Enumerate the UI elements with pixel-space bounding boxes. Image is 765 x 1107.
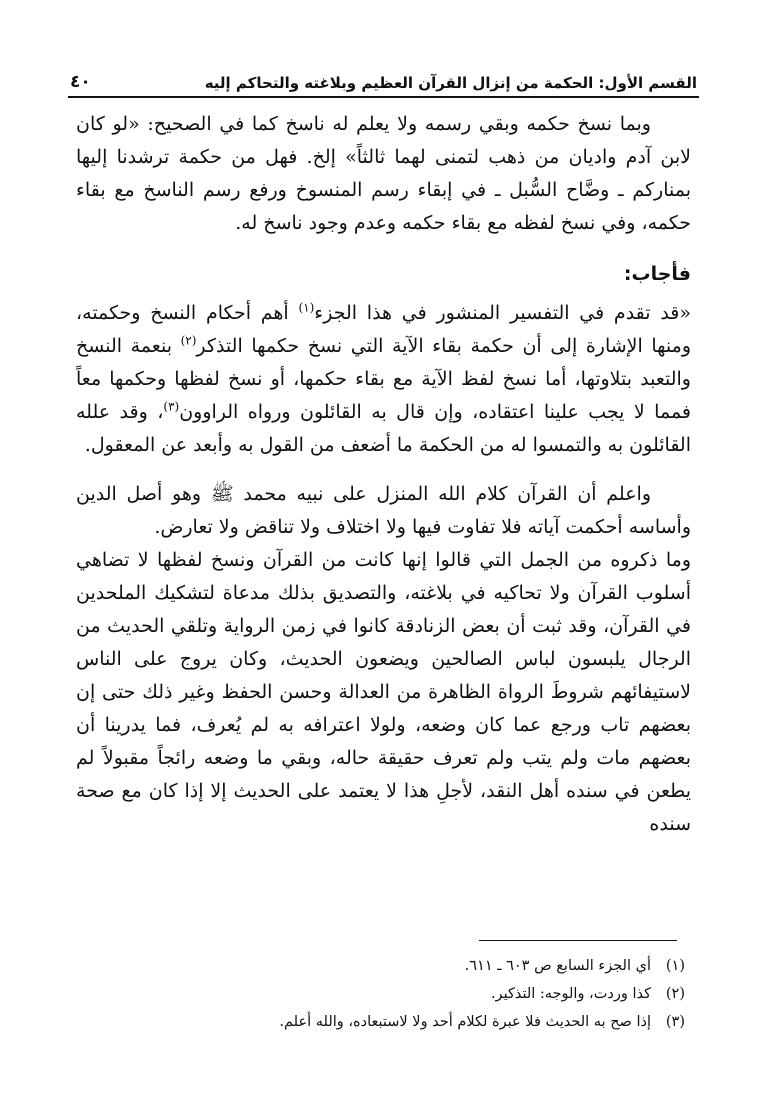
footnotes: [80, 952, 685, 1036]
running-header: [70, 58, 697, 92]
answer-text-part: ، وقد علله القائلون به والتمسوا له من الحكمة ما أضعف من القول به وأبعد عن المعقول.: [76, 401, 691, 456]
paragraph-quran: واعلم أن القرآن كلام الله المنزل على نبيه محمد ﷺ وهو أصل الدين وأساسه أحكمت آياته فلا تفاوت فيها ولا اختلاف ولا تناقض ولا تعارض.: [76, 483, 691, 538]
footnote-divider: [479, 940, 677, 941]
footnote-number: (٣): [665, 1014, 685, 1030]
answer-paragraph: [76, 297, 691, 462]
footnote-text: أي الجزء السابع ص ٦٠٣ ـ ٦١١.: [464, 958, 651, 974]
footnote-number: (١): [665, 958, 685, 974]
footnote-ref-1: (١): [298, 300, 315, 315]
header-divider: [68, 96, 699, 98]
page-number: ٤٠: [70, 72, 91, 92]
footnote-text: كذا وردت، والوجه: التذكير.: [490, 986, 651, 1002]
answer-text-part: «قد تقدم في التفسير المنشور في هذا الجزء: [314, 302, 691, 324]
footnote-text: إذا صح به الحديث فلا عبرة لكلام أحد ولا لاستبعاده، والله أعلم.: [279, 1014, 651, 1030]
answer-text-part: بنعمة النسخ والتعبد بتلاوتها، أما نسخ لفظ الآية مع بقاء حكمها، أو نسخ لفظها وحكمها معاً فمما لا يجب علينا اعتقاده، وإن قال به القائلون ورواه الراوون: [76, 335, 692, 423]
chapter-title: القسم الأول: الحكمة من إنزال القرآن العظيم وبلاغته والتحاكم إليه: [204, 74, 697, 92]
footnote-ref-2: (٢): [180, 333, 197, 348]
answer-heading: فأجاب:: [623, 263, 691, 285]
footnote: [80, 1008, 685, 1036]
footnote-number: (٢): [665, 986, 685, 1002]
footnote: [80, 952, 685, 980]
answer-text-part: أهم أحكام النسخ وحكمته، ومنها الإشارة إلى أن حكمة بقاء الآية التي نسخ حكمها التذكر: [76, 302, 692, 357]
footnote: [80, 980, 685, 1008]
main-text: [76, 108, 691, 841]
paragraph-narrations: وما ذكروه من الجمل التي قالوا إنها كانت من القرآن ونسخ لفظها لا تضاهي أسلوب القرآن ولا تحاكيه في بلاغته، والتصديق بذلك مدعاة لتشكيك الملحدين في القرآن، وقد ثبت أن بعض الزنادقة كانوا في زمن الرواية وتلقي الحديث من الرجال يلبسون لباس الصالحين ويضعون الحديث، وكان يروج على الناس لاستيفائهم شروطَ الرواة الظاهرة من العدالة وحسن الحفظ وغير ذلك حتى إن بعضهم تاب ورجع عما كان وضعه، ولولا اعترافه به لم يُعرف، فما يدرينا أن بعضهم مات ولم يتب ولم تعرف حقيقة حاله، وبقي ما وضعه رائجاً مقبولاً لم يطعن في سنده أهل النقد، لأجلِ هذا لا يعتمد على الحديث إلا إذا كان مع صحة سنده: [76, 549, 691, 835]
footnote-ref-3: (٣): [163, 399, 180, 414]
question-paragraph: وبما نسخ حكمه وبقي رسمه ولا يعلم له ناسخ كما في الصحيح: «لو كان لابن آدم واديان من ذهب لتمنى لهما ثالثاً» إلخ. فهل من حكمة ترشدنا إليها بمناركم ـ وضَّاح السُّبل ـ في إبقاء رسم المنسوخ ورفع رسم الناسخ مع بقاء حكمه، وفي نسخ لفظه مع بقاء حكمه وعدم وجود ناسخ له.: [76, 113, 691, 234]
